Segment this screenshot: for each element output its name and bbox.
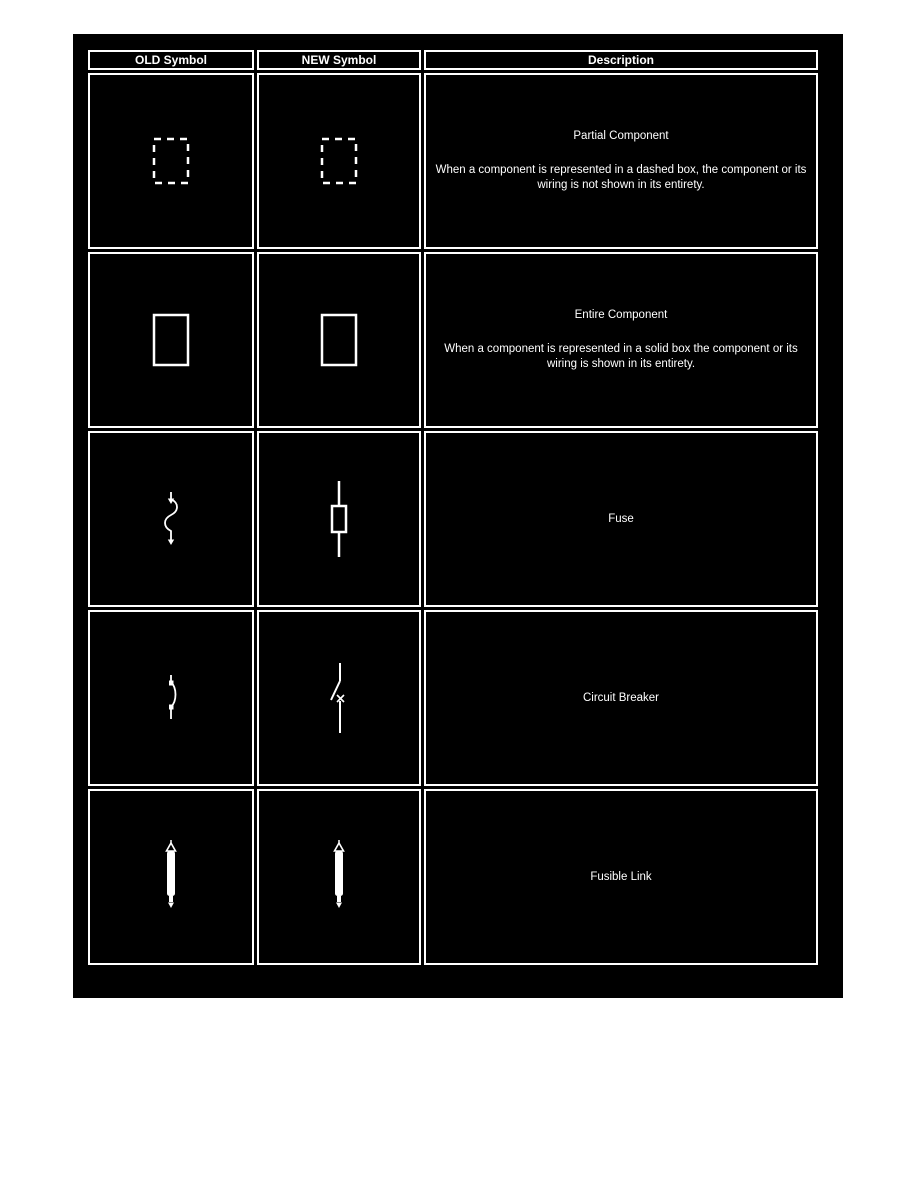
column-header-description: Description bbox=[424, 50, 818, 70]
table-row bbox=[88, 73, 818, 249]
column-header-new-symbol: NEW Symbol bbox=[257, 50, 421, 70]
row-title: Entire Component bbox=[574, 309, 668, 322]
description-cell bbox=[424, 610, 818, 786]
column-header-old-symbol: OLD Symbol bbox=[88, 50, 254, 70]
curved-line-symbol bbox=[159, 673, 183, 723]
dashed-box-symbol bbox=[319, 135, 359, 187]
fusible-link-symbol bbox=[161, 840, 181, 914]
old-symbol-cell bbox=[88, 73, 254, 249]
old-symbol-cell bbox=[88, 789, 254, 965]
row-title: Circuit Breaker bbox=[582, 691, 660, 704]
solid-box-symbol bbox=[319, 312, 359, 368]
row-description: When a component is represented in a dashed box, the component or its wiring is not shown in its entirety. bbox=[435, 163, 807, 191]
new-symbol-cell bbox=[257, 431, 421, 607]
description-cell bbox=[424, 73, 818, 249]
row-description: When a component is represented in a solid box the component or its wiring is shown in its entirety. bbox=[444, 342, 798, 370]
table-row bbox=[88, 252, 818, 428]
row-title: Fuse bbox=[608, 512, 634, 525]
header-row bbox=[88, 50, 818, 70]
fuse-symbol bbox=[327, 481, 351, 557]
old-symbol-cell bbox=[88, 431, 254, 607]
table-row bbox=[88, 789, 818, 965]
circuit-breaker-switch-symbol bbox=[325, 663, 353, 733]
row-title: Partial Component bbox=[573, 130, 669, 143]
table-row bbox=[88, 610, 818, 786]
old-symbol-cell bbox=[88, 252, 254, 428]
description-cell bbox=[424, 252, 818, 428]
description-cell bbox=[424, 431, 818, 607]
fusible-link-symbol bbox=[329, 840, 349, 914]
new-symbol-cell bbox=[257, 73, 421, 249]
wavy-line-symbol bbox=[159, 490, 183, 548]
solid-box-symbol bbox=[151, 312, 191, 368]
symbols-table bbox=[85, 47, 821, 968]
new-symbol-cell bbox=[257, 610, 421, 786]
description-cell bbox=[424, 789, 818, 965]
new-symbol-cell bbox=[257, 252, 421, 428]
old-symbol-cell bbox=[88, 610, 254, 786]
row-title: Fusible Link bbox=[590, 870, 652, 883]
symbols-chart-frame bbox=[73, 34, 843, 998]
table-row bbox=[88, 431, 818, 607]
new-symbol-cell bbox=[257, 789, 421, 965]
dashed-box-symbol bbox=[151, 135, 191, 187]
